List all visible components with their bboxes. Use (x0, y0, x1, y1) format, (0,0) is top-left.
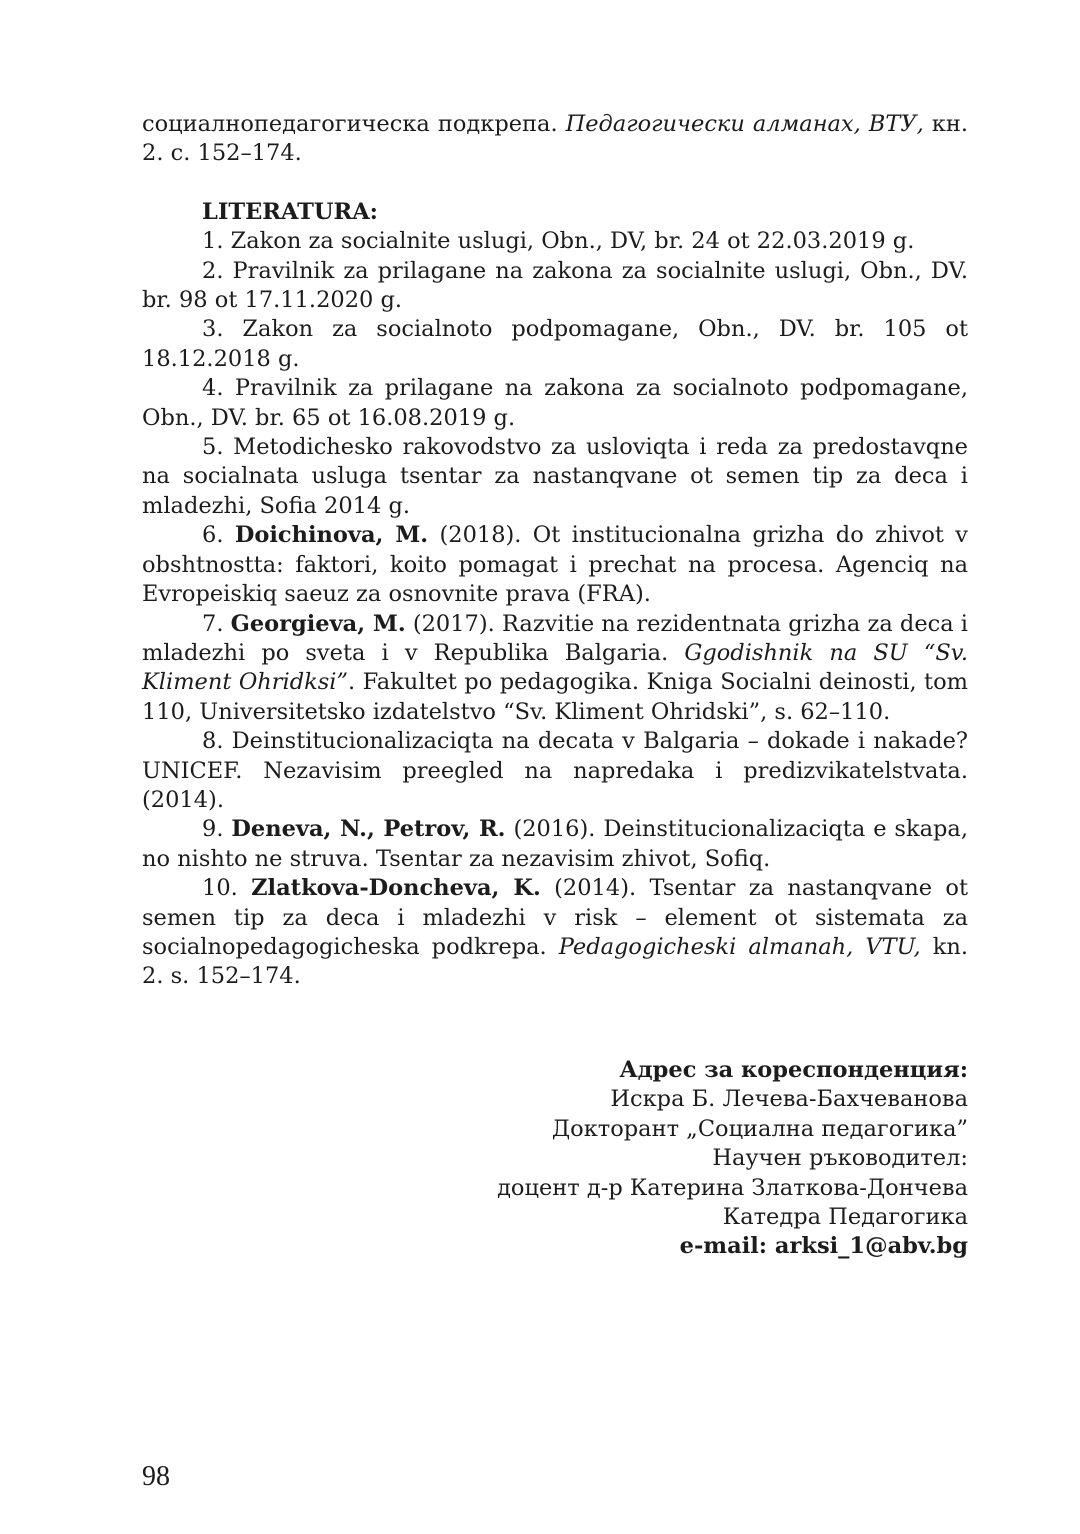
reference-author: Georgieva, M. (230, 610, 406, 637)
reference-author: Doichinova, M. (234, 522, 429, 549)
reference-item: 1. Zakon za socialnite uslugi, Obn., DV, br. 24 ot 22.03.2019 g. (202, 228, 915, 255)
supervisor-name: доцент д-р Катерина Златкова-Дончева (497, 1174, 968, 1201)
reference-item: 7. Georgieva, M. (2017). Razvitie na rezidentnata grizha za deca i mladezhi po sveta i v Republika Balgaria. Ggodishnik na SU “Sv. Kliment Ohridksi”. Fakultet po pedagogika. Kniga Socialni deinosti, tom 110, Universitetsko izdatelstvo “Sv. Kliment Ohridski”, s. 62–110. (142, 610, 968, 725)
supervisor-label: Научен ръководител: (712, 1145, 968, 1172)
department: Катедра Педагогика (722, 1204, 968, 1231)
intro-paragraph: социалнопедагогическа подкрепа. Педагогически алманах, ВТУ, кн. 2. с. 152–174. (142, 111, 968, 167)
author-position: Докторант „Социална педагогика” (551, 1115, 968, 1142)
reference-item: 8. Deinstitucionalizaciqta na decata v Balgaria – dokade i nakade? UNICEF. Nezavisim preegled na napredaka i predizvikatelstvata. (2014). (142, 728, 968, 813)
reference-item: 9. Deneva, N., Petrov, R. (2016). Deinstitucionalizaciqta e skapa, no nishto ne struva. Tsentar za nezavisim zhivot, Sofiq. (142, 816, 968, 872)
reference-item: 5. Metodichesko rakovodstvo za usloviqta i reda za predostavqne na socialnata usluga tsentar za nastanqvane ot semen tip za deca i mladezhi, Sofia 2014 g. (142, 434, 968, 519)
literature-heading: LITERATURA: (202, 198, 378, 225)
reference-item: 10. Zlatkova-Doncheva, K. (2014). Tsentar za nastanqvane ot semen tip za deca i mladezhi v risk – element ot sistemata za socialnopedagogicheska podkrepa. Pedagogicheski almanah, VTU, kn. 2. s. 152–174. (142, 875, 968, 990)
reference-author: Deneva, N., Petrov, R. (231, 816, 506, 843)
page-number: 98 (142, 1461, 170, 1492)
reference-item: 2. Pravilnik za prilagane na zakona za socialnite uslugi, Obn., DV. br. 98 ot 17.11.2020 g. (142, 257, 968, 314)
email: e-mail: arksi_1@abv.bg (679, 1233, 968, 1260)
reference-item: 6. Doichinova, M. (2018). Ot institucionalna grizha do zhivot v obshtnostta: faktori, koito pomagat i prechat na procesa. Agenciq na Evropeiskiq saeuz za osnovnite prava (FRA). (142, 522, 968, 608)
address-title: Адрес за кореспонденция: (619, 1057, 968, 1083)
reference-author: Zlatkova-Doncheva, K. (251, 875, 541, 902)
main-text (142, 110, 968, 992)
correspondence-address (497, 1056, 968, 1262)
author-name: Искра Б. Лечева-Бахчеванова (610, 1086, 968, 1113)
reference-item: 3. Zakon za socialnoto podpomagane, Obn., DV. br. 105 ot 18.12.2018 g. (142, 316, 968, 372)
reference-item: 4. Pravilnik za prilagane na zakona za socialnoto podpomagane, Obn., DV. br. 65 ot 16.08.2019 g. (142, 375, 968, 431)
